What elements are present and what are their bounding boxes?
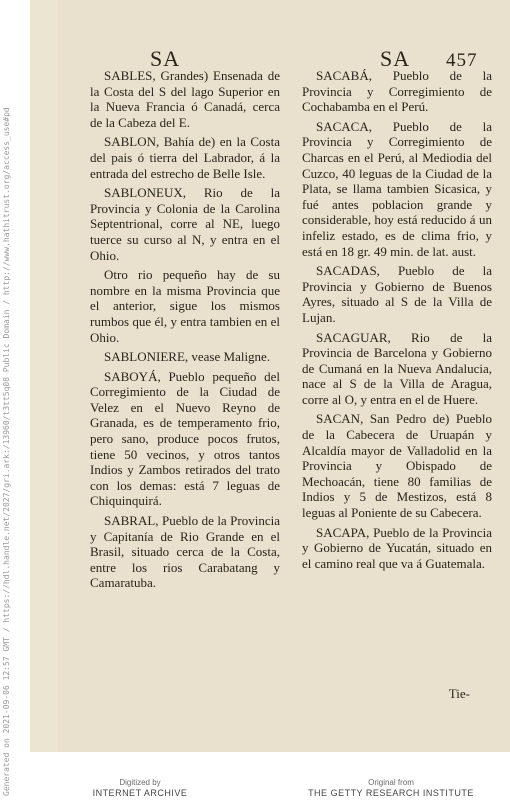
dictionary-entry: SACAPA, Pueblo de la Provincia y Gobierno de Yucatán, situado en el camino real que va á Guatemala. [302,524,492,571]
footer-original-label: Original from [368,778,414,787]
footer-digitized-by [80,778,200,798]
dictionary-entry: SACAN, San Pedro de) Pueblo de la Cabecera de Uruapán y Alcaldía mayor de Valladolid en la Provincia y Obispado de Mechoacán, tiene 80 familias de Indios y 5 de Mestizos, está 8 leguas al Poniente de su Cabecera. [302,411,492,521]
dictionary-entry: SACADAS, Pueblo de la Provincia y Gobierno de Buenos Ayres, situado al S de la Villa de Lujan. [302,263,492,325]
footer-digitized-label: Digitized by [119,778,161,787]
catchword: Tie- [448,686,470,701]
right-column [302,68,492,575]
left-running-head: SA [150,46,181,71]
right-running-head: SA [380,46,411,71]
page-number: 457 [446,50,478,71]
dictionary-entry: SABLONEUX, Rio de la Provincia y Colonia de la Carolina Septentrional, corre al NE, luego tuerce su curso al N, y entra en el Ohio. [90,185,280,263]
dictionary-entry: SACACA, Pueblo de la Provincia y Corregimiento de Charcas en el Perú, al Mediodia del Cuzco, 40 leguas de la Ciudad de la Plata, se llama tambien Sicasica, y fué antes poblacion grande y considerable, hoy está reducido á un infeliz estado, es de clima frio, y está en 18 gr. 49 min. de lat. aust. [302,118,492,259]
book-page [58,0,510,752]
dictionary-entry: SABLON, Bahía de) en la Costa del pais ó tierra del Labrador, á la entrada del estrecho de Belle Isle. [90,134,280,181]
left-column [90,68,280,595]
footer-internet-archive: INTERNET ARCHIVE [92,788,188,798]
dictionary-entry: SABOYÁ, Pueblo pequeño del Corregimiento de la Ciudad de Velez en el Nuevo Reyno de Granada, es de temperamento frio, pero sano, produce pocos frutos, tiene 50 vecinos, y otros tantos Indios y Zambos retirados del trato con los demas: está 7 leguas de Chiquinquirá. [90,368,280,509]
dictionary-entry: SACAGUAR, Rio de la Provincia de Barcelona y Gobierno de Cumaná en la Nueva Andalucia, nace al S de la Villa de Aragua, corre al O, y entra en el de Huere. [302,329,492,407]
footer-original-from [296,778,486,798]
scan-background [30,0,508,752]
dictionary-entry: SACABÁ, Pueblo de la Provincia y Corregimiento de Cochabamba en el Perú. [302,68,492,115]
dictionary-entry: SABLES, Grandes) Ensenada de la Costa del S del lago Superior en la Nueva Francia ó Canadá, cerca de la Cabeza del E. [90,68,280,130]
dictionary-entry: SABLONIERE, vease Maligne. [104,349,271,365]
footer-getty: THE GETTY RESEARCH INSTITUTE [308,788,474,798]
hathitrust-stamp: Generated on 2021-09-06 12:57 GMT / https://hdl.handle.net/2027/gri.ark:/13960/t3tt5q08 Public Domain / http://www.hathitrust.org/access_use#pd [2,107,11,796]
dictionary-entry: SABRAL, Pueblo de la Provincia y Capitanía de Rio Grande en el Brasil, situado cerca de la Costa, entre los rios Carabatang y Camaratuba. [90,513,280,591]
dictionary-entry: Otro rio pequeño hay de su nombre en la misma Provincia que el anterior, sigue los mismos rumbos que él, y entra tambien en el Ohio. [90,267,280,345]
